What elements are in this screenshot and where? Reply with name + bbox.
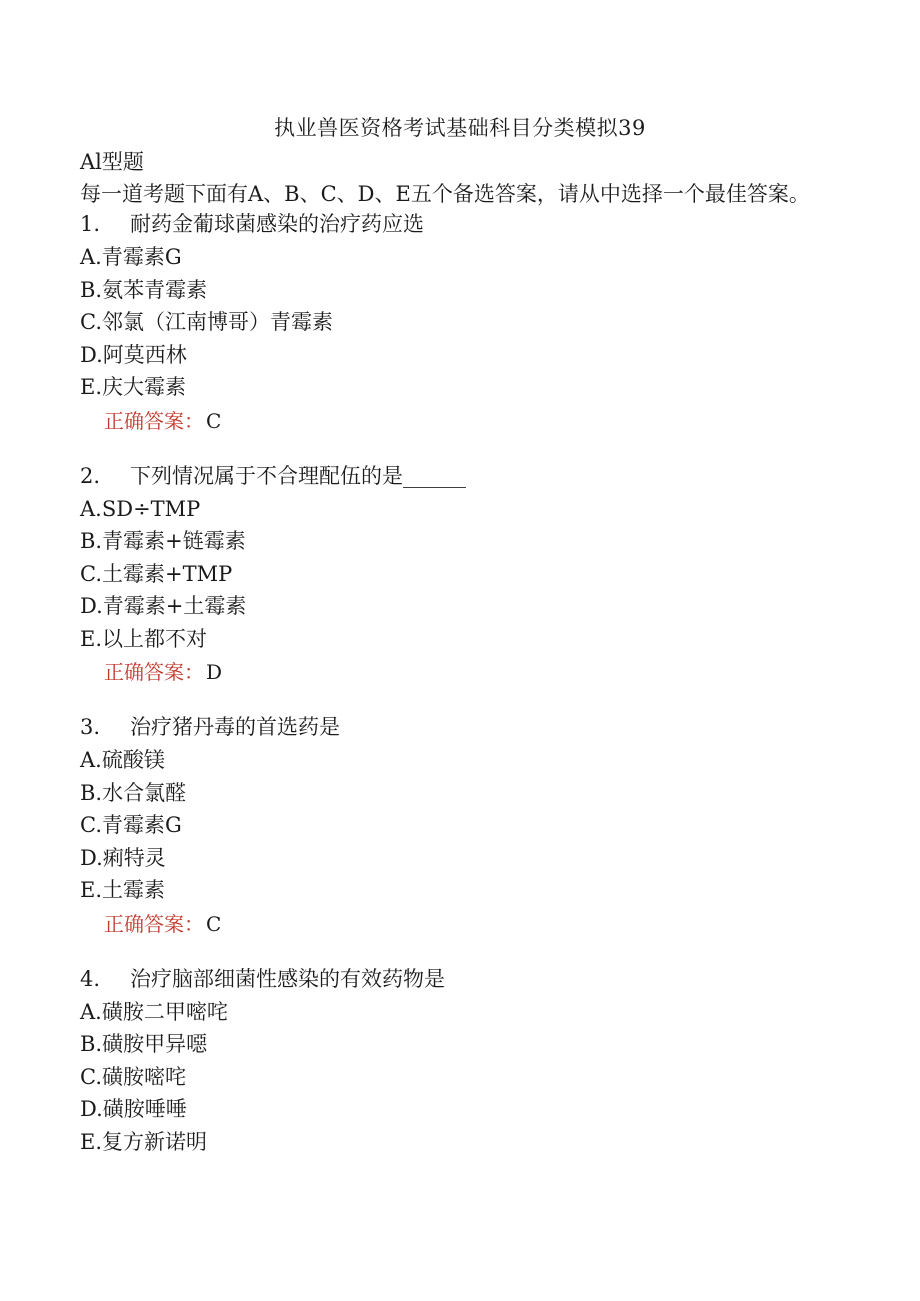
option-b: B.水合氯醛	[80, 780, 187, 805]
option-c: C.邻氯（江南博哥）青霉素	[80, 310, 333, 334]
answer-value: C	[206, 408, 222, 433]
option-e: E.复方新诺明	[80, 1129, 208, 1154]
option-a: A.SD÷TMP	[80, 496, 201, 521]
question-text: 治疗猪丹毒的首选药是	[130, 715, 340, 739]
question-text: 下列情况属于不合理配伍的是______	[130, 463, 466, 488]
option-d: D.磺胺唾唾	[80, 1097, 187, 1121]
question-item	[80, 460, 880, 690]
question-number: 2.	[80, 463, 101, 488]
correct-answer	[80, 655, 880, 689]
question-number: 3.	[80, 715, 101, 739]
question-stem	[80, 711, 880, 744]
option-d: D.阿莫西林	[80, 342, 187, 367]
question-text: 治疗脑部细菌性感染的有效药物是	[130, 966, 445, 991]
question-item	[80, 711, 880, 941]
answer-value: C	[206, 911, 222, 936]
question-item	[80, 208, 880, 438]
option-c: C.磺胺嘧咤	[80, 1064, 186, 1089]
option-c: C.土霉素+TMP	[80, 561, 233, 586]
instructions-text: 每一道考题下面有A、B、C、D、E五个备选答案，请从中选择一个最佳答案。	[80, 182, 810, 206]
option-e: E.土霉素	[80, 878, 166, 902]
answer-label: 正确答案：	[104, 660, 204, 684]
section-heading: Al型题	[80, 150, 144, 174]
question-stem	[80, 963, 880, 996]
option-a: A.青霉素G	[80, 245, 182, 269]
question-text: 耐药金葡球菌感染的治疗药应选	[130, 212, 424, 236]
document-title: 执业兽医资格考试基础科目分类模拟39	[274, 116, 646, 140]
question-item	[80, 963, 880, 1159]
option-b: B.氨苯青霉素	[80, 277, 208, 302]
question-stem	[80, 208, 880, 241]
answer-value: D	[206, 660, 223, 684]
option-c: C.青霉素G	[80, 813, 182, 837]
question-number: 4.	[80, 966, 101, 991]
correct-answer	[80, 404, 880, 438]
option-e: E.以上都不对	[80, 626, 208, 651]
option-b: B.青霉素+链霉素	[80, 529, 246, 553]
option-e: E.庆大霉素	[80, 375, 187, 399]
question-list	[80, 208, 880, 1180]
question-number: 1.	[80, 212, 101, 236]
option-a: A.磺胺二甲嘧咤	[80, 999, 228, 1024]
option-d: D.青霉素+土霉素	[80, 594, 247, 618]
answer-label: 正确答案：	[104, 408, 204, 433]
question-stem	[80, 460, 880, 493]
correct-answer	[80, 907, 880, 941]
option-b: B.磺胺甲异噁	[80, 1032, 208, 1056]
answer-label: 正确答案：	[104, 911, 204, 936]
option-a: A.硫酸镁	[80, 748, 165, 772]
option-d: D.痢特灵	[80, 845, 166, 870]
